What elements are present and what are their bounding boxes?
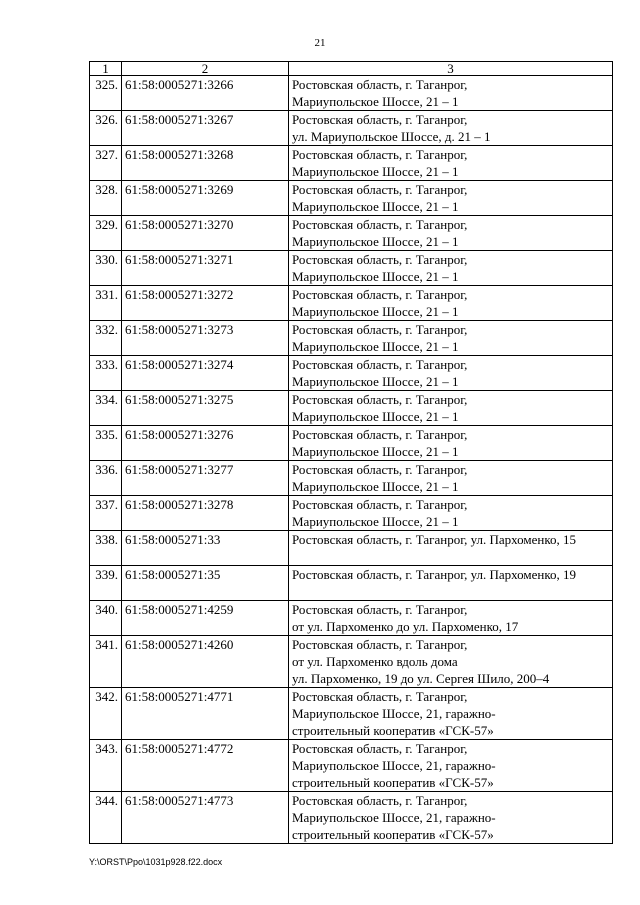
table-body <box>90 76 613 844</box>
address-line: строительный кооператив «ГСК-57» <box>292 775 494 790</box>
address-line: Ростовская область, г. Таганрог, <box>292 689 468 704</box>
address-cell <box>289 251 613 286</box>
cadastral-table <box>89 61 613 844</box>
address-line: Мариупольское Шоссе, 21 – 1 <box>292 339 459 354</box>
table-row <box>90 111 613 146</box>
table-row <box>90 286 613 321</box>
row-number: 342. <box>90 688 122 740</box>
table-row <box>90 531 613 566</box>
row-number: 333. <box>90 356 122 391</box>
cadastral-number: 61:58:0005271:3274 <box>122 356 289 391</box>
cadastral-number: 61:58:0005271:3275 <box>122 391 289 426</box>
cadastral-number: 61:58:0005271:3277 <box>122 461 289 496</box>
table-row <box>90 146 613 181</box>
row-number: 338. <box>90 531 122 566</box>
address-cell <box>289 740 613 792</box>
table-row <box>90 76 613 111</box>
address-line: Мариупольское Шоссе, 21 – 1 <box>292 94 459 109</box>
address-line: Мариупольское Шоссе, 21 – 1 <box>292 514 459 529</box>
address-line: ул. Пархоменко, 19 до ул. Сергея Шило, 200–4 <box>292 671 550 686</box>
address-line: Мариупольское Шоссе, 21 – 1 <box>292 164 459 179</box>
address-line: Мариупольское Шоссе, 21, гаражно- <box>292 706 496 721</box>
address-line: Мариупольское Шоссе, 21, гаражно- <box>292 810 496 825</box>
cadastral-number: 61:58:0005271:3270 <box>122 216 289 251</box>
cadastral-number: 61:58:0005271:4773 <box>122 792 289 844</box>
address-line: Мариупольское Шоссе, 21 – 1 <box>292 479 459 494</box>
row-number: 331. <box>90 286 122 321</box>
cadastral-number: 61:58:0005271:3267 <box>122 111 289 146</box>
cadastral-number: 61:58:0005271:4771 <box>122 688 289 740</box>
table-row <box>90 566 613 601</box>
table-row <box>90 251 613 286</box>
table-row <box>90 636 613 688</box>
table-row <box>90 740 613 792</box>
row-number: 337. <box>90 496 122 531</box>
row-number: 343. <box>90 740 122 792</box>
row-number: 326. <box>90 111 122 146</box>
address-line: Ростовская область, г. Таганрог, <box>292 77 468 92</box>
row-number: 339. <box>90 566 122 601</box>
address-line: Мариупольское Шоссе, 21 – 1 <box>292 444 459 459</box>
address-line: Мариупольское Шоссе, 21 – 1 <box>292 374 459 389</box>
cadastral-number: 61:58:0005271:3276 <box>122 426 289 461</box>
table-row <box>90 496 613 531</box>
table-row <box>90 391 613 426</box>
address-line: Мариупольское Шоссе, 21 – 1 <box>292 199 459 214</box>
table-row <box>90 792 613 844</box>
address-line: строительный кооператив «ГСК-57» <box>292 723 494 738</box>
table-row <box>90 461 613 496</box>
address-cell <box>289 636 613 688</box>
address-line: ул. Мариупольское Шоссе, д. 21 – 1 <box>292 129 491 144</box>
row-number: 328. <box>90 181 122 216</box>
address-cell <box>289 601 613 636</box>
address-line: Ростовская область, г. Таганрог, <box>292 147 468 162</box>
address-line: Ростовская область, г. Таганрог, ул. Пархоменко, 15 <box>292 532 577 547</box>
address-cell <box>289 356 613 391</box>
address-line: Ростовская область, г. Таганрог, <box>292 252 468 267</box>
address-line: Мариупольское Шоссе, 21 – 1 <box>292 234 459 249</box>
table-row <box>90 601 613 636</box>
address-cell <box>289 496 613 531</box>
table-row <box>90 688 613 740</box>
cadastral-number: 61:58:0005271:3268 <box>122 146 289 181</box>
address-line: Мариупольское Шоссе, 21, гаражно- <box>292 758 496 773</box>
cadastral-number: 61:58:0005271:4259 <box>122 601 289 636</box>
address-cell <box>289 181 613 216</box>
row-number: 325. <box>90 76 122 111</box>
address-line: от ул. Пархоменко до ул. Пархоменко, 17 <box>292 619 519 634</box>
address-cell <box>289 76 613 111</box>
row-number: 336. <box>90 461 122 496</box>
cadastral-number: 61:58:0005271:4260 <box>122 636 289 688</box>
address-line: Ростовская область, г. Таганрог, <box>292 793 468 808</box>
address-line: Ростовская область, г. Таганрог, <box>292 322 468 337</box>
column-header-1: 1 <box>90 62 122 76</box>
address-cell <box>289 216 613 251</box>
address-line: Ростовская область, г. Таганрог, <box>292 112 468 127</box>
address-cell <box>289 321 613 356</box>
row-number: 340. <box>90 601 122 636</box>
row-number: 334. <box>90 391 122 426</box>
table-row <box>90 321 613 356</box>
cadastral-number: 61:58:0005271:3271 <box>122 251 289 286</box>
file-path-footer: Y:\ORST\Ppo\1031p928.f22.docx <box>89 857 223 867</box>
address-line: Ростовская область, г. Таганрог, <box>292 357 468 372</box>
address-line: Ростовская область, г. Таганрог, <box>292 602 468 617</box>
address-line: Ростовская область, г. Таганрог, <box>292 462 468 477</box>
column-header-2: 2 <box>122 62 289 76</box>
row-number: 327. <box>90 146 122 181</box>
row-number: 344. <box>90 792 122 844</box>
table-row <box>90 216 613 251</box>
address-cell <box>289 566 613 601</box>
address-line: Ростовская область, г. Таганрог, <box>292 217 468 232</box>
row-number: 341. <box>90 636 122 688</box>
address-line: Мариупольское Шоссе, 21 – 1 <box>292 269 459 284</box>
address-cell <box>289 111 613 146</box>
page-number: 21 <box>314 37 326 49</box>
cadastral-number: 61:58:0005271:3273 <box>122 321 289 356</box>
address-line: Ростовская область, г. Таганрог, <box>292 497 468 512</box>
address-line: Ростовская область, г. Таганрог, <box>292 427 468 442</box>
cadastral-number: 61:58:0005271:33 <box>122 531 289 566</box>
table-row <box>90 181 613 216</box>
cadastral-number: 61:58:0005271:4772 <box>122 740 289 792</box>
row-number: 332. <box>90 321 122 356</box>
address-cell <box>289 531 613 566</box>
address-cell <box>289 688 613 740</box>
cadastral-number: 61:58:0005271:3278 <box>122 496 289 531</box>
address-cell <box>289 792 613 844</box>
address-cell <box>289 286 613 321</box>
row-number: 335. <box>90 426 122 461</box>
cadastral-number: 61:58:0005271:3272 <box>122 286 289 321</box>
address-line: Ростовская область, г. Таганрог, ул. Пархоменко, 19 <box>292 567 577 582</box>
address-line: Ростовская область, г. Таганрог, <box>292 741 468 756</box>
address-line: Ростовская область, г. Таганрог, <box>292 637 468 652</box>
table-row <box>90 426 613 461</box>
address-cell <box>289 461 613 496</box>
column-header-3: 3 <box>289 62 613 76</box>
address-line: Ростовская область, г. Таганрог, <box>292 182 468 197</box>
table-row <box>90 356 613 391</box>
address-line: строительный кооператив «ГСК-57» <box>292 827 494 842</box>
address-cell <box>289 391 613 426</box>
cadastral-number: 61:58:0005271:35 <box>122 566 289 601</box>
address-line: Мариупольское Шоссе, 21 – 1 <box>292 304 459 319</box>
address-line: Мариупольское Шоссе, 21 – 1 <box>292 409 459 424</box>
row-number: 330. <box>90 251 122 286</box>
row-number: 329. <box>90 216 122 251</box>
cadastral-number: 61:58:0005271:3269 <box>122 181 289 216</box>
address-cell <box>289 426 613 461</box>
address-line: Ростовская область, г. Таганрог, <box>292 287 468 302</box>
address-line: Ростовская область, г. Таганрог, <box>292 392 468 407</box>
table-header-row <box>90 62 613 76</box>
address-line: от ул. Пархоменко вдоль дома <box>292 654 458 669</box>
cadastral-number: 61:58:0005271:3266 <box>122 76 289 111</box>
address-cell <box>289 146 613 181</box>
